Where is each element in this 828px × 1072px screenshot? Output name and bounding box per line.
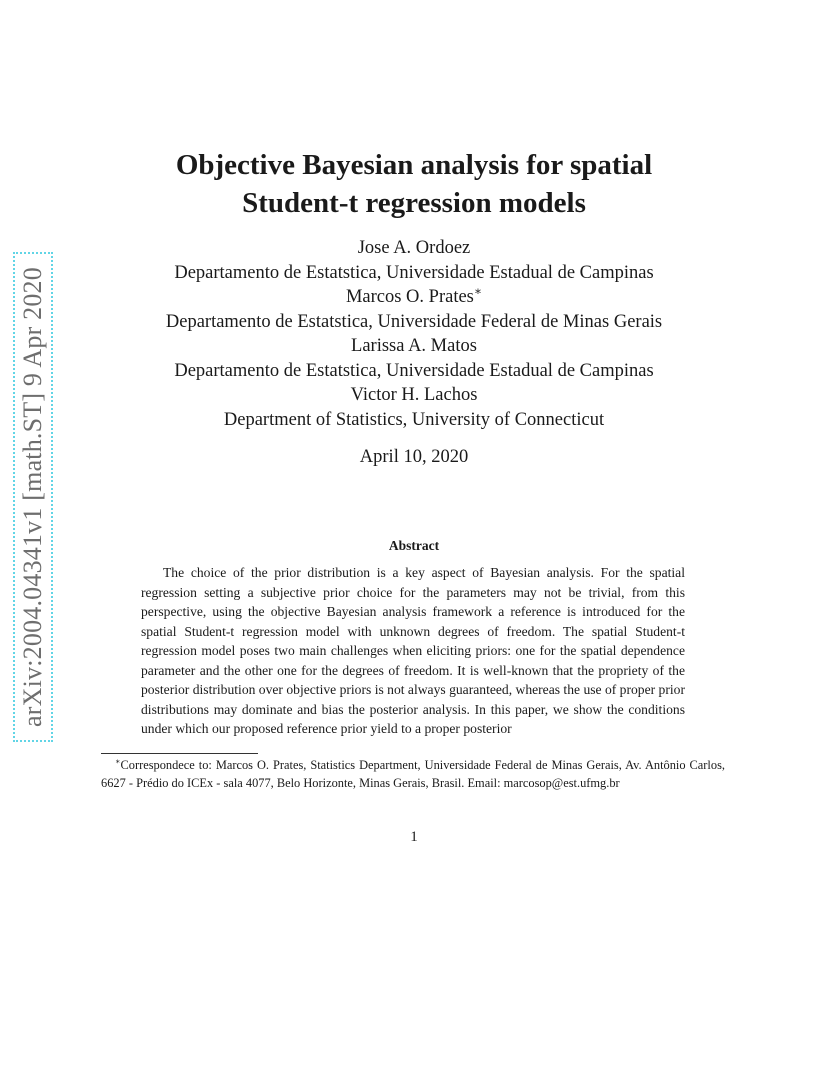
title-line-1: Objective Bayesian analysis for spatial (175, 149, 653, 181)
paper-date: April 10, 2020 (359, 447, 469, 467)
footnote-rule (101, 753, 258, 754)
author-name: Larissa A. Matos (351, 336, 477, 356)
page-number: 1 (410, 829, 418, 845)
footnote-text: Correspondece to: Marcos O. Prates, Statistics Department, Universidade Federal de Minas Gerais, Av. Antônio Carlos, 6627 - Prédio do ICEx - sala 4077, Belo Horizonte, Minas Gerais, Brasil. Email: marcosop@est.ufmg.br (101, 758, 725, 790)
abstract-text: The choice of the prior distribution is a key aspect of Bayesian analysis. For the spatial regression setting a subjective prior choice for the parameters may not be trivial, from this perspective, using the objective Bayesian analysis framework a reference is introduced for the spatial Student-t regression model with unknown degrees of freedom. The spatial Student-t regression model poses two main challenges when eliciting priors: one for the spatial dependence parameter and the other one for the degrees of freedom. It is well-known that the propriety of the posterior distribution over objective priors is not always guaranteed, whereas the use of proper prior distributions may dominate and bias the posterior analysis. In this paper, we show the conditions under which our proposed reference prior yield to a proper posterior (141, 565, 685, 736)
footnote-marker: ∗ (115, 756, 121, 766)
author-affiliation: Departamento de Estatstica, Universidade Estadual de Campinas (174, 262, 654, 283)
author-name: Jose A. Ordoez (357, 238, 471, 258)
author-affiliation: Departamento de Estatstica, Universidade Federal de Minas Gerais (165, 311, 663, 332)
abstract-heading: Abstract (388, 538, 440, 553)
author-affiliation: Department of Statistics, University of Connecticut (223, 409, 605, 430)
arxiv-stamp-text: arXiv:2004.04341v1 [math.ST] 9 Apr 2020 (18, 267, 47, 727)
author-affiliation: Departamento de Estatstica, Universidade Estadual de Campinas (174, 360, 654, 381)
title-line-2: Student-t regression models (242, 187, 586, 219)
author-name: Marcos O. Prates∗ (345, 283, 483, 307)
paper-title (100, 146, 728, 222)
arxiv-side-stamp (13, 252, 53, 742)
footnote-marker: ∗ (473, 283, 483, 298)
author-name: Victor H. Lachos (350, 385, 478, 405)
footnote (101, 756, 725, 792)
author-block (90, 236, 738, 432)
